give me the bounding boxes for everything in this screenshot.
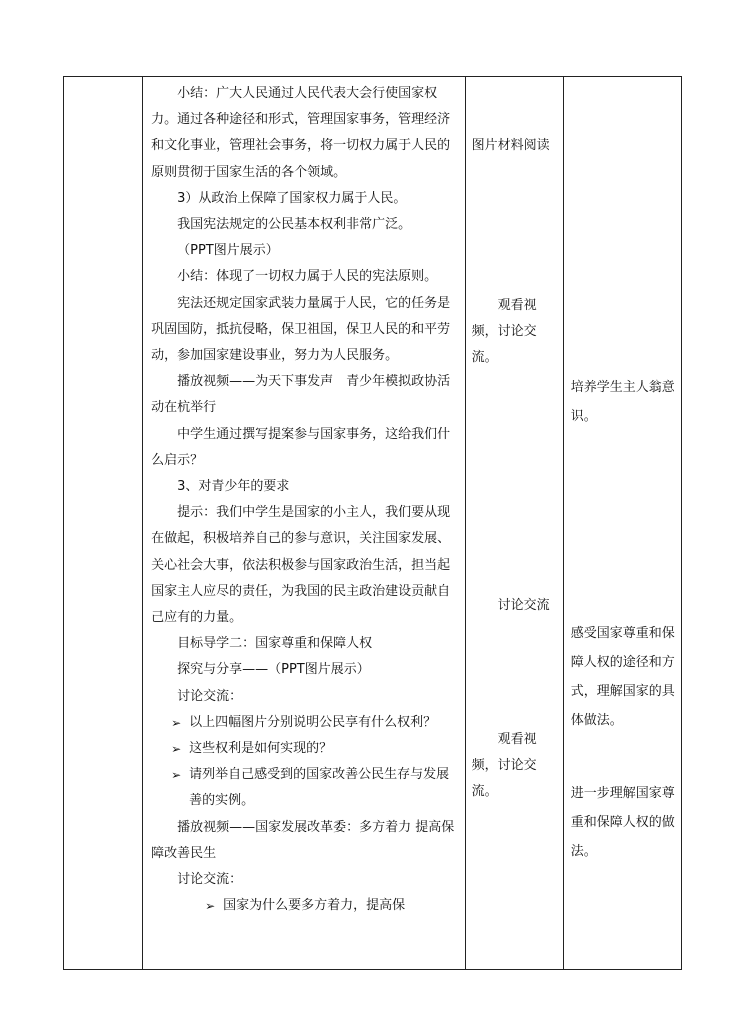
hint-paragraph: 提示：我们中学生是国家的小主人，我们要从现在做起，积极培养自己的参与意识，关注国家发展、关心社会大事，依法积极参与国家政治生活，担当起国家主人应尽的责任，为我国的民主政治建设贡献自己应有的力量。 — [151, 505, 451, 626]
summary-paragraph: 小结：广大人民通过人民代表大会行使国家权力。通过各种途径和形式，管理国家事务，管理经济和文化事业，管理社会事务，将一切权力属于人民的原则贯彻于国家生活的各个领域。 — [151, 86, 451, 180]
activity-text: 观看视频，讨论交流。 — [471, 298, 537, 366]
list-item-text: 国家为什么要多方着力，提高保 — [223, 898, 406, 914]
ppt-note: （PPT图片展示） — [177, 243, 279, 259]
teaching-content — [143, 77, 465, 920]
teaching-content-cell — [143, 77, 466, 970]
youth-heading: 3、对青少年的要求 — [177, 479, 290, 495]
list-item-text: 这些权利是如何实现的？ — [189, 741, 333, 757]
explore-paragraph: 探究与分享——（PPT图片展示） — [177, 662, 370, 678]
lesson-plan-table — [63, 76, 682, 970]
table-row — [64, 77, 682, 970]
video-paragraph: 播放视频——为天下事发声 青少年模拟政协活动在杭举行 — [151, 374, 451, 416]
intent-text: 进一步理解国家尊重和保障人权的做法。 — [570, 786, 675, 859]
activity-text: 观看视频，讨论交流。 — [471, 732, 537, 800]
intent-text: 培养学生主人翁意识。 — [570, 380, 675, 424]
arrow-bullet-icon: ➢ — [205, 899, 216, 914]
question-paragraph: 中学生通过撰写提案参与国家事务，这给我们什么启示？ — [151, 426, 451, 468]
student-activity-cell — [465, 77, 563, 970]
armed-forces-paragraph: 宪法还规定国家武装力量属于人民，它的任务是巩固国防，抵抗侵略，保卫祖国，保卫人民的和平劳动，参加国家建设事业，努力为人民服务。 — [151, 295, 451, 364]
summary-paragraph-2: 小结：体现了一切权力属于人民的宪法原则。 — [177, 269, 438, 285]
arrow-bullet-icon: ➢ — [171, 742, 182, 757]
arrow-bullet-icon: ➢ — [171, 768, 182, 783]
list-item — [171, 710, 459, 736]
blank-left-cell — [64, 77, 143, 970]
discussion-label-2: 讨论交流： — [177, 872, 243, 888]
activity-text: 讨论交流 — [497, 598, 550, 613]
goal-heading: 目标导学二：国家尊重和保障人权 — [177, 636, 373, 652]
list-item — [205, 893, 459, 919]
point-3-paragraph: 3）从政治上保障了国家权力属于人民。 — [177, 190, 407, 206]
list-item-text: 请列举自己感受到的国家改善公民生存与发展善的实例。 — [189, 767, 450, 809]
activity-text: 图片材料阅读 — [471, 138, 550, 153]
list-item-text: 以上四幅图片分别说明公民享有什么权利？ — [189, 714, 437, 730]
intent-text: 感受国家尊重和保障人权的途径和方式，理解国家的具体做法。 — [570, 626, 675, 728]
video-paragraph-2: 播放视频——国家发展改革委：多方着力 提高保障改善民生 — [151, 819, 455, 861]
arrow-bullet-icon: ➢ — [171, 715, 182, 730]
list-item — [171, 762, 459, 814]
rights-paragraph: 我国宪法规定的公民基本权利非常广泛。 — [177, 217, 412, 233]
discussion-label: 讨论交流： — [177, 688, 243, 704]
list-item — [171, 736, 459, 762]
design-intent-cell — [563, 77, 681, 970]
